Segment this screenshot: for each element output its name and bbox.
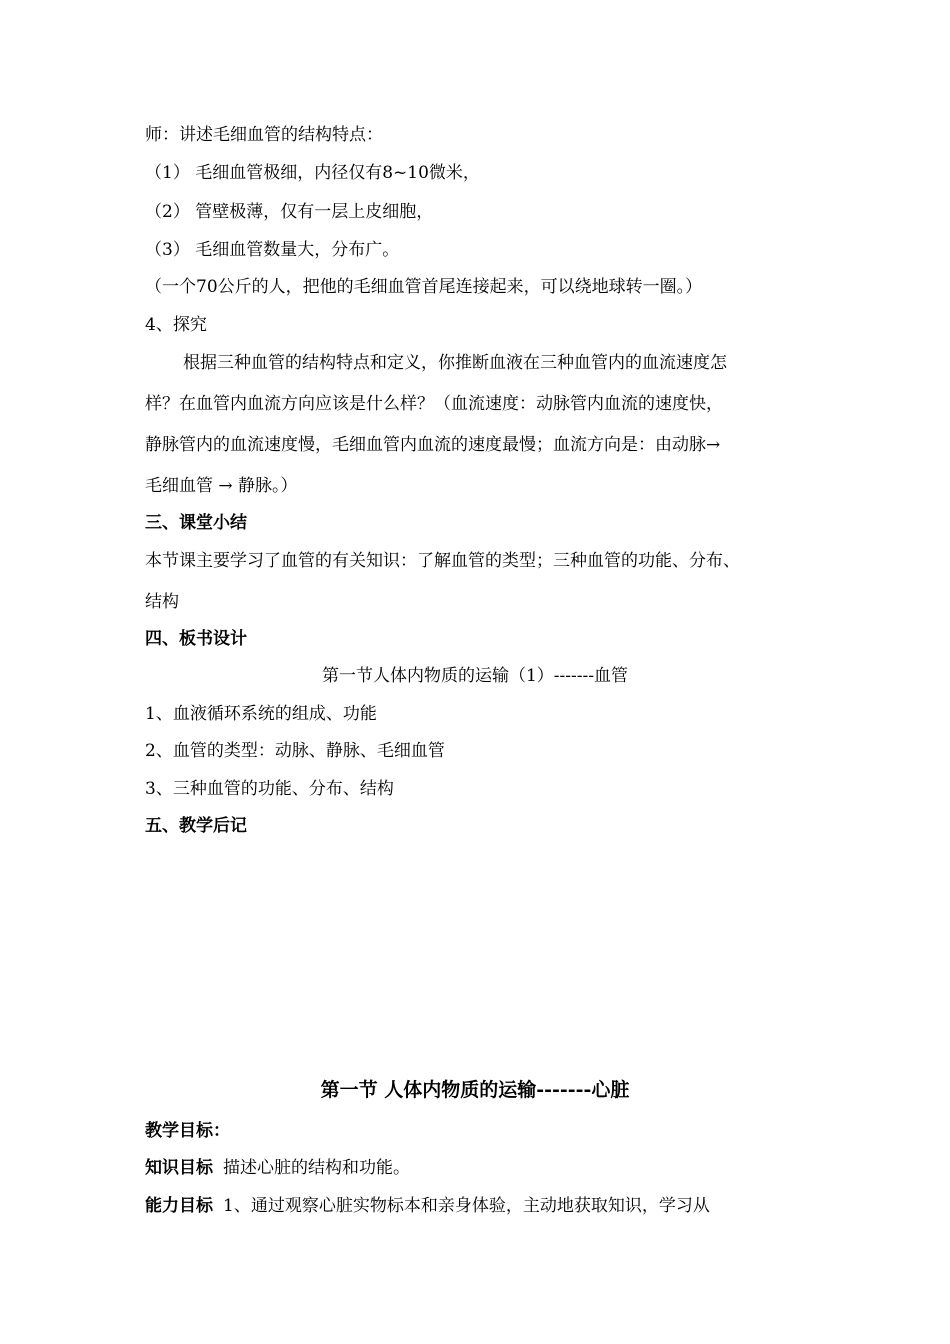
lesson-title: 第一节 人体内物质的运输-------心脏 — [320, 1079, 630, 1101]
explore-line-3: 静脉管内的血流速度慢，毛细血管内血流的速度最慢；血流方向是：由动脉→ — [145, 435, 721, 455]
knowledge-goal — [145, 1157, 410, 1179]
point-1: （1） 毛细血管极细，内径仅有8~10微米， — [145, 163, 480, 183]
summary-line-2: 结构 — [145, 592, 179, 612]
reflection-heading: 五、教学后记 — [145, 816, 247, 836]
explore-line-1: 根据三种血管的结构特点和定义，你推断血液在三种血管内的血流速度怎 — [183, 353, 727, 373]
ability-label: 能力目标 — [145, 1196, 213, 1216]
point-3: （3） 毛细血管数量大，分布广。 — [145, 240, 400, 260]
board-item-2: 2、血管的类型：动脉、静脉、毛细血管 — [145, 741, 445, 761]
goals-heading: 教学目标： — [145, 1121, 230, 1141]
explore-line-4: 毛细血管 → 静脉。） — [145, 476, 298, 496]
board-item-1: 1、血液循环系统的组成、功能 — [145, 704, 377, 724]
teacher-intro: 师：讲述毛细血管的结构特点： — [145, 125, 383, 145]
board-item-3: 3、三种血管的功能、分布、结构 — [145, 779, 394, 799]
note: （一个70公斤的人，把他的毛细血管首尾连接起来，可以绕地球转一圈。） — [145, 277, 703, 297]
ability-text: 1、通过观察心脏实物标本和亲身体验，主动地获取知识，学习从 — [223, 1196, 710, 1216]
knowledge-text: 描述心脏的结构和功能。 — [223, 1158, 410, 1178]
board-heading: 四、板书设计 — [145, 629, 247, 649]
summary-line-1: 本节课主要学习了血管的有关知识：了解血管的类型；三种血管的功能、分布、 — [145, 551, 740, 571]
knowledge-label: 知识目标 — [145, 1158, 213, 1178]
ability-goal — [145, 1195, 710, 1217]
point-2: （2） 管壁极薄，仅有一层上皮细胞， — [145, 202, 434, 222]
explore-heading: 4、探究 — [145, 315, 207, 335]
explore-line-2: 样？在血管内血流方向应该是什么样？（血流速度：动脉管内血流的速度快， — [145, 394, 723, 414]
board-title: 第一节人体内物质的运输（1）-------血管 — [321, 666, 629, 686]
summary-heading: 三、课堂小结 — [145, 513, 247, 533]
